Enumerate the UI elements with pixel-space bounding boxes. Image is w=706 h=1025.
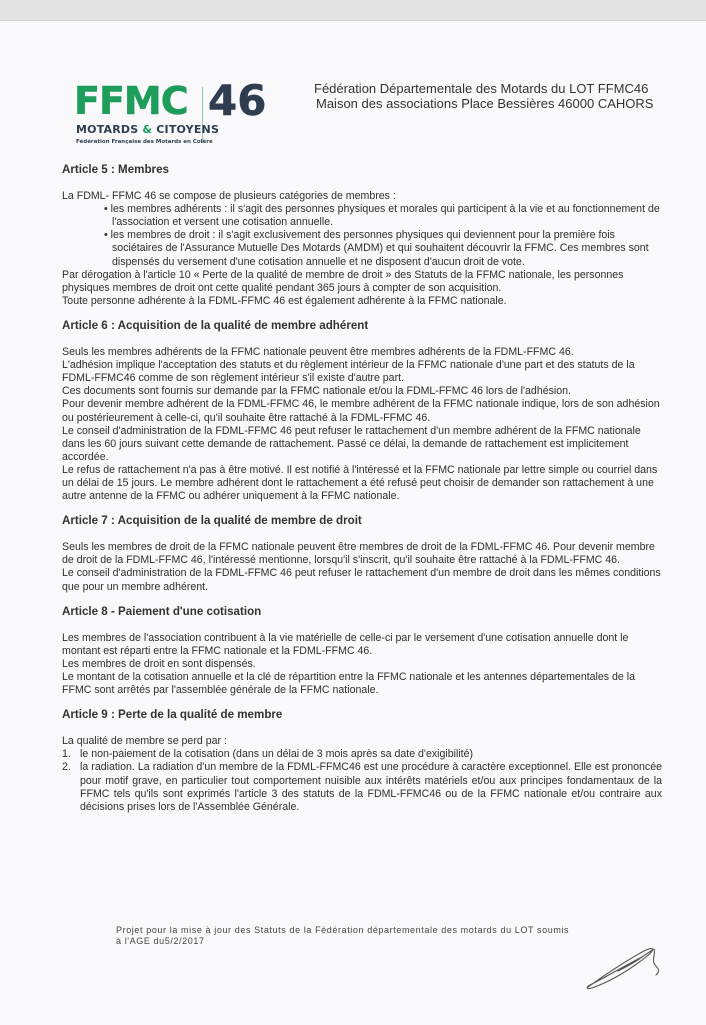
article-title: Article 9 : Perte de la qualité de membre [62, 708, 283, 722]
list-number: 2. [62, 761, 71, 774]
list-number: 1. [62, 748, 71, 761]
article-title: Article 5 : Membres [62, 163, 169, 176]
article-6 [62, 319, 662, 503]
logo-number: 46 [208, 76, 267, 125]
document-footer [116, 925, 656, 947]
article-paragraph: Pour devenir membre adhérent de la FDML-FFMC 46, le membre adhérent de la FFMC nationale indique, lors de son adhésion ou postérieurement à celle-ci, qu'il souhaite être rattaché à la FDML-FFMC 46. [62, 398, 660, 424]
logo-ffmc-text: FFMC [74, 79, 188, 123]
logo-federation: Fédération Française des Motards en Colère [76, 139, 213, 145]
footer-line1: Projet pour la mise à jour des Statuts de la Fédération départementale des motards du LOT soumis [116, 925, 570, 935]
logo-tagline-amp: & [142, 123, 153, 136]
article-paragraph: Seuls les membres adhérents de la FFMC nationale peuvent être membres adhérents de la FDML-FFMC 46. [62, 346, 574, 359]
logo-tagline [76, 123, 219, 136]
footer-line2: à l'AGE du5/2/2017 [116, 936, 205, 946]
document-body [62, 163, 662, 825]
article-intro: La qualité de membre se perd par : [62, 735, 227, 748]
article-intro: La FDML- FFMC 46 se compose de plusieurs catégories de membres : [62, 190, 396, 203]
letterhead [314, 81, 653, 111]
article-paragraph: Le refus de rattachement n'a pas à être motivé. Il est notifié à l'intéressé et la FFMC nationale par lettre simple ou courriel dans un délai de 15 jours. Le membre adhérent dont le rattachement a été refusé peut choisir de demander son rattachement à une autre antenne de la FFMC ou adhérer uniquement à la FFMC nationale. [62, 463, 658, 503]
list-item [62, 761, 662, 813]
list-text: la radiation. La radiation d'un membre de la FDML-FFMC46 est une procédure à caractère exceptionnel. Elle est prononcée pour motif grave, en particulier tout comportement nuisible aux intérêts matériels et/ou aux principes fondamentaux de la FFMC tels qu'ils sont exprimés l'article 3 des statuts de la FDML-FFMC46 ou de la FFMC nationale et/ou contraire aux décisions prises lors de l'Assemblée Générale. [80, 761, 662, 813]
list-text: le non-paiement de la cotisation (dans un délai de 3 mois après sa date d'exigibilité) [80, 748, 474, 761]
article-title: Article 7 : Acquisition de la qualité de membre de droit [62, 514, 362, 528]
article-title: Article 6 : Acquisition de la qualité de membre adhérent [62, 318, 369, 332]
article-paragraph: Seuls les membres de droit de la FFMC nationale peuvent être membres de droit de la FDML-FFMC 46. Pour devenir membre de droit de la FDML-FFMC 46, l'intéressé mentionne, lorsqu'il s'inscrit, qu'il souhaite être rattaché à la FDML-FFMC 46. [62, 541, 655, 567]
signature-icon [582, 941, 682, 1011]
article-8 [62, 605, 662, 698]
bullet-item: • les membres adhérents : il s'agit des personnes physiques et morales qui participent à la vie et au fonctionnement de l'association et versent une cotisation annuelle. [104, 203, 660, 229]
article-7 [62, 514, 662, 593]
list-item [62, 748, 662, 761]
logo-tagline-right: CITOYENS [156, 123, 220, 136]
article-paragraph: Le montant de la cotisation annuelle et la clé de répartition entre la FFMC nationale et les antennes départementales de la FFMC sont arrêtés par l'assemblée générale de la FFMC nationale. [62, 671, 636, 697]
article-paragraph: Toute personne adhérente à la FDML-FFMC 46 est également adhérente à la FFMC nationale. [62, 294, 507, 307]
ffmc46-logo [74, 76, 284, 171]
logo-tagline-left: MOTARDS [76, 123, 139, 136]
letterhead-line2: Maison des associations Place Bessières 46000 CAHORS [316, 96, 654, 111]
bullet-item: • les membres de droit : il s'agit exclusivement des personnes physiques qui deviennent pour la première fois sociétaires de l'Assurance Mutuelle Des Motards (AMDM) et qui souhaitent découvrir la FFMC. Ces membres sont dispensés du versement d'une cotisation annuelle et ne disposent d'aucun droit de vote. [104, 229, 649, 268]
article-paragraph: Les membres de droit en sont dispensés. [62, 657, 256, 670]
article-paragraph: Par dérogation à l'article 10 « Perte de la qualité de membre de droit » des Statuts de la FFMC nationale, les personnes physiques membres de droit ont cette qualité pendant 365 jours à compter de son acquisition. [62, 268, 624, 294]
letterhead-line1: Fédération Départementale des Motards du LOT FFMC46 [314, 81, 649, 96]
article-paragraph: Le conseil d'administration de la FDML-FFMC 46 peut refuser le rattachement d'un membre de droit dans les mêmes conditions que pour un membre adhérent. [62, 567, 661, 593]
article-title: Article 8 - Paiement d'une cotisation [62, 604, 262, 618]
article-paragraph: Ces documents sont fournis sur demande par la FFMC nationale et/ou la FDML-FFMC 46 lors de l'adhésion. [62, 385, 571, 398]
article-paragraph: Le conseil d'administration de la FDML-FFMC 46 peut refuser le rattachement d'un membre adhérent de la FFMC nationale dans les 60 jours suivant cette demande de rattachement. Passé ce délai, la demande de rattachement est implicitement accordée. [62, 424, 641, 463]
article-paragraph: L'adhésion implique l'acceptation des statuts et du règlement intérieur de la FFMC nationale d'une part et des statuts de la FDML-FFMC46 comme de son règlement intérieur s'il existe d'autre part. [62, 359, 635, 385]
numbered-list [62, 748, 662, 813]
article-9 [62, 708, 662, 814]
article-5 [62, 163, 662, 308]
document-page [0, 20, 706, 1025]
article-paragraph: Les membres de l'association contribuent à la vie matérielle de celle-ci par le versement d'une cotisation annuelle dont le montant est réparti entre la FFMC nationale et la FDML-FFMC 46. [62, 631, 629, 657]
